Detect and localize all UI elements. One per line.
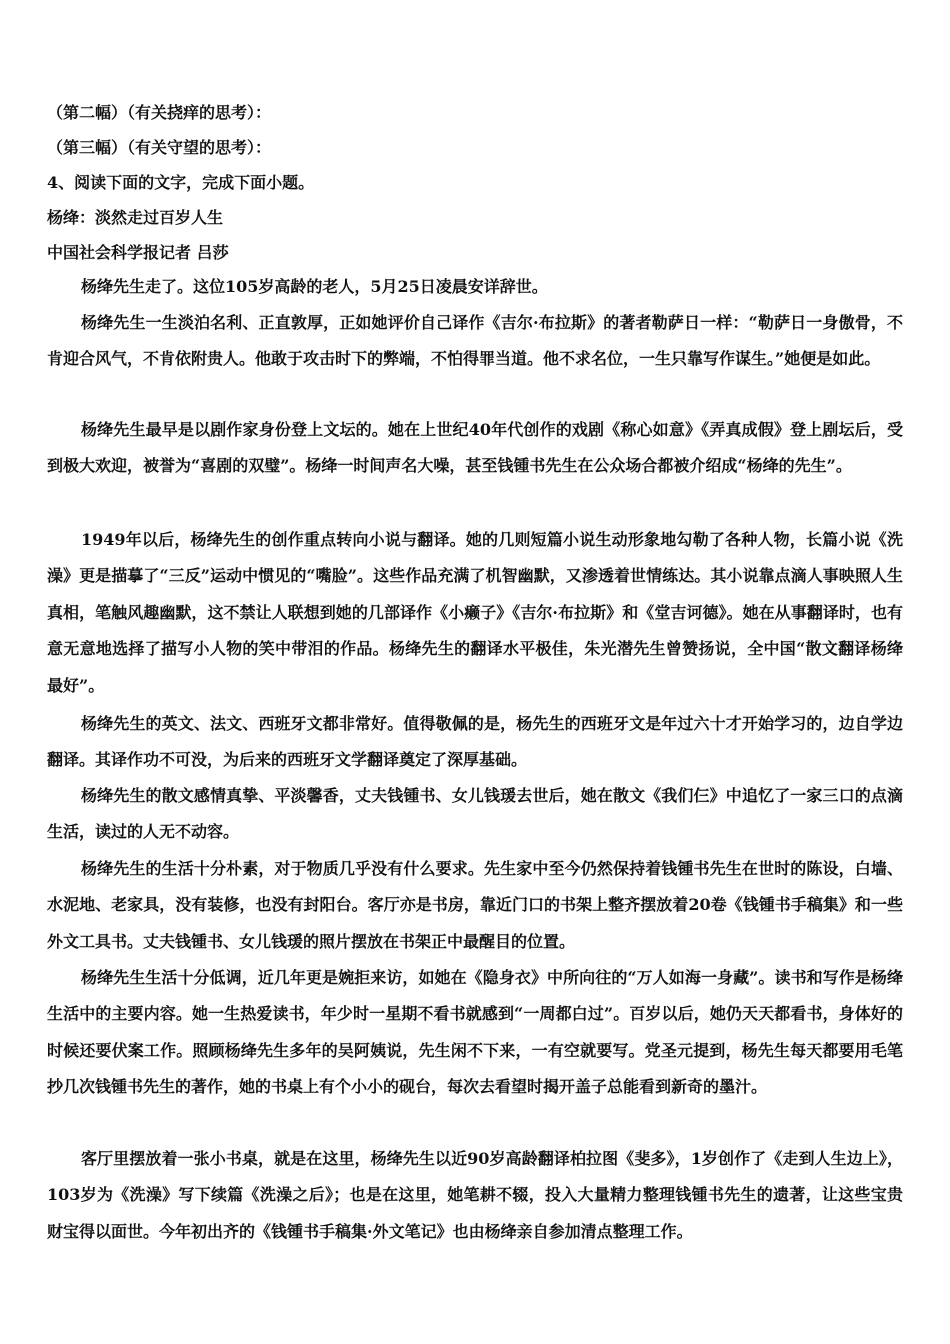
article-byline: 中国社会科学报记者 吕莎 [47,243,229,262]
paragraph-7: 杨绛先生的生活十分朴素，对于物质几乎没有什么要求。先生家中至今仍然保持着钱锺书先生在世时的陈设，白墙、水泥地、老家具，没有装修，也没有封阳台。客厅亦是书房，靠近门口的书架上整齐摆放着20卷《钱锺书手稿集》和一些外文工具书。丈夫钱锺书、女儿钱瑗的照片摆放在书架正中最醒目的位置。 [47,859,903,951]
paragraph-9: 客厅里摆放着一张小书桌，就是在这里，杨绛先生以近90岁高龄翻译柏拉图《斐多》，1岁创作了《走到人生边上》，103岁为《洗澡》写下续篇《洗澡之后》；也是在这里，她笔耕不辍，投入大量精力整理钱锺书先生的遗著，让这些宝贵财宝得以面世。今年初出齐的《钱锺书手稿集·外文笔记》也由杨绛亲自参加清点整理工作。 [47,1149,903,1241]
paragraph-8: 杨绛先生生活十分低调，近几年更是婉拒来访，如她在《隐身衣》中所向往的“万人如海一身藏”。读书和写作是杨绛生活中的主要内容。她一生热爱读书，年少时一星期不看书就感到“一周都白过”。百岁以后，她仍天天都看书，身体好的时候还要伏案工作。照顾杨绛先生多年的吴阿姨说，先生闲不下来，一有空就要写。党圣元提到，杨先生每天都要用毛笔抄几次钱锺书先生的著作，她的书桌上有个小小的砚台，每次去看望时揭开盖子总能看到新奇的墨汁。 [47,968,903,1097]
paragraph-4: 1949年以后，杨绛先生的创作重点转向小说与翻译。她的几则短篇小说生动形象地勾勒了各种人物，长篇小说《洗澡》更是描摹了“三反”运动中惯见的“嘴脸”。这些作品充满了机智幽默，又渗透着世情练达。其小说靠点滴人事映照人生真相，笔触风趣幽默，这不禁让人联想到她的几部译作《小癞子》《吉尔·布拉斯》和《堂吉诃德》。她在从事翻译时，也有意无意地选择了描写小人物的笑中带泪的作品。杨绛先生的翻译水平极佳，朱光潜先生曾赞扬说，全中国“散文翻译杨绛最好”。 [47,530,903,695]
paragraph-1: 杨绛先生走了。这位105岁高龄的老人，5月25日凌晨安详辞世。 [81,277,548,296]
paragraph-2: 杨绛先生一生淡泊名利、正直敦厚，正如她评价自己译作《吉尔·布拉斯》的著者勒萨日一样：“勒萨日一身傲骨，不肯迎合风气，不肯依附贵人。他敢于攻击时下的弊端，不怕得罪当道。他不求名位，一生只靠写作谋生。”她便是如此。 [47,313,903,369]
article-title: 杨绛：淡然走过百岁人生 [47,208,224,227]
question-instruction: 4、阅读下面的文字，完成下面小题。 [47,173,315,192]
paragraph-5: 杨绛先生的英文、法文、西班牙文都非常好。值得敬佩的是，杨先生的西班牙文是年过六十才开始学习的，边自学边翻译。其译作功不可没，为后来的西班牙文学翻译奠定了深厚基础。 [47,714,903,770]
paragraph-6: 杨绛先生的散文感情真挚、平淡馨香，丈夫钱锺书、女儿钱瑗去世后，她在散文《我们仨》中追忆了一家三口的点滴生活，读过的人无不动容。 [47,786,903,842]
paragraph-3: 杨绛先生最早是以剧作家身份登上文坛的。她在上世纪40年代创作的戏剧《称心如意》《弄真成假》登上剧坛后，受到极大欢迎，被誉为“喜剧的双璧”。杨绛一时间声名大噪，甚至钱锺书先生在公众场合都被介绍成“杨绛的先生”。 [47,420,903,476]
question-line-second-image: （第二幅）（有关挠痒的思考）： [47,103,272,122]
question-line-third-image: （第三幅）（有关守望的思考）： [47,138,272,157]
